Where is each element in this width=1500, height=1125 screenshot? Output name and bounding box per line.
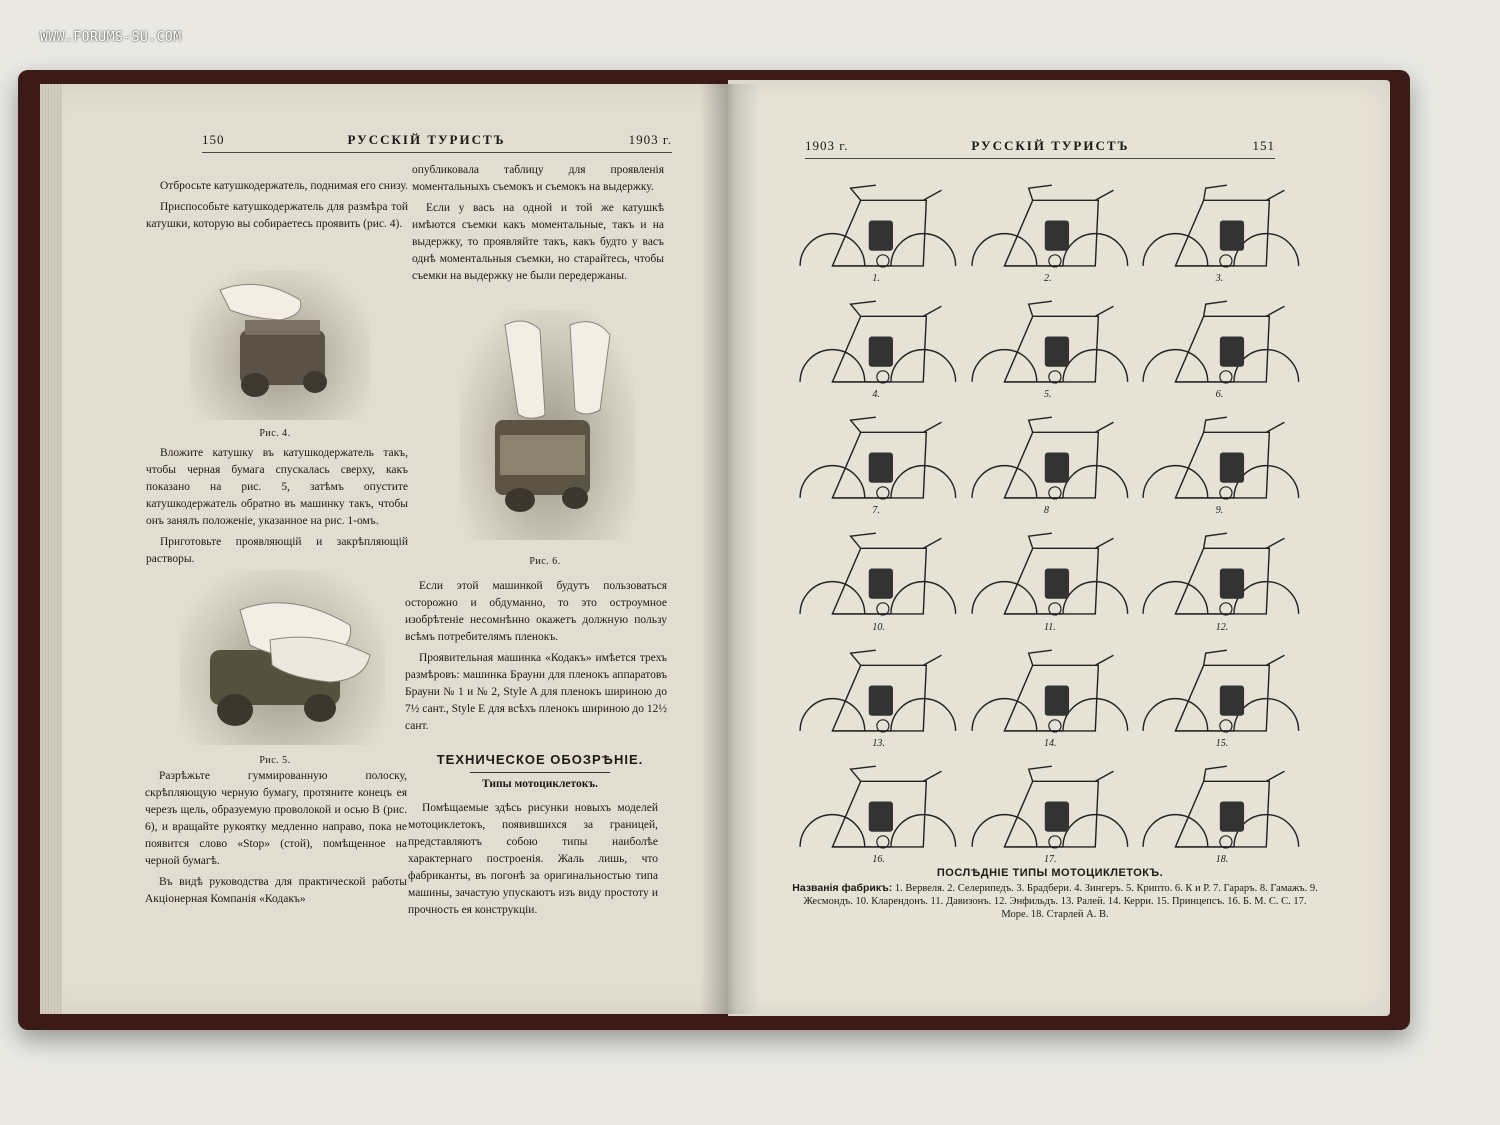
watermark: WWW.FORUMS-SU.COM <box>40 30 182 45</box>
motorcycle-figure <box>790 635 962 751</box>
paragraph: Вложите катушку въ катушкодержатель такъ, чтобы черная бумага спускалась сверху, какъ показано на рис. 5, затѣмъ опустите катушкодержатель обратно въ машинку такъ, чтобы онъ занялъ положеніе, указанное на рис. 1-омъ. <box>146 447 408 527</box>
motorcycle-figure <box>790 402 962 518</box>
left-year: 1903 г. <box>628 132 672 147</box>
figure-number: 18. <box>1215 853 1229 865</box>
motorcycle-drawing <box>790 518 962 634</box>
figure-number: 2. <box>1044 273 1052 285</box>
motorcycle-figure <box>1133 170 1305 286</box>
figure-6-caption: Рис. 6. <box>529 556 561 567</box>
motorcycle-figure <box>790 518 962 634</box>
figure-5-photo <box>180 570 385 745</box>
motorcycle-drawing <box>962 751 1134 867</box>
figure-6-photo <box>460 310 635 540</box>
motorcycle-figure <box>1133 286 1305 402</box>
motorcycle-drawing <box>790 286 962 402</box>
motorcycle-figure <box>790 751 962 867</box>
paragraph: Отбросьте катушкодержатель, поднимая его снизу. <box>160 180 408 192</box>
motorcycle-drawing <box>1133 286 1305 402</box>
paragraph: Приготовьте проявляющій и закрѣпляющій растворы. <box>146 536 408 565</box>
motorcycle-figure <box>962 402 1134 518</box>
figure-number: 5. <box>1044 389 1052 401</box>
figure-number: 1. <box>872 273 880 285</box>
figure-number: 15. <box>1215 737 1229 749</box>
paragraph: Если у васъ на одной и той же катушкѣ имѣются съемки какъ моментальные, такъ и на выдержку, то проявляйте такъ, какъ будто у васъ однѣ моментальныя съемки, но старайтесь, чтобы съемки на выдержку не были передержаны. <box>412 202 664 282</box>
plate-names-text: 1. Вервеля. 2. Селерипедъ. 3. Брадбери. 4. Зингеръ. 5. Крипто. 6. К и Р. 7. Гараръ. 8. Гамажъ. 9. Жесмондъ. 10. Кларендонъ. 11. Давизонъ. 12. Энфильдъ. 13. Ралей. 14. Керри. 15. Принцепсъ. 16. Б. М. С. С. 17. Морe. 18. Старлей А. В. <box>803 883 1318 920</box>
motorcycle-figure <box>962 170 1134 286</box>
motorcycle-figure <box>962 751 1134 867</box>
motorcycle-figure <box>1133 751 1305 867</box>
motorcycle-figure <box>790 286 962 402</box>
paragraph: Приспособьте катушкодержатель для размѣра той катушки, которую вы собираетесь проявить (рис. 4). <box>146 201 408 230</box>
section-title: ТЕХНИЧЕСКОЕ ОБОЗРѢНІЕ. <box>436 752 644 767</box>
right-year: 1903 г. <box>805 138 849 153</box>
motorcycle-drawing <box>790 170 962 286</box>
motorcycle-drawing <box>1133 751 1305 867</box>
figure-number: 14. <box>1044 737 1057 749</box>
motorcycle-drawing <box>962 518 1134 634</box>
motorcycle-figure <box>1133 518 1305 634</box>
plate-names-label: Названія фабрикъ: <box>792 882 893 894</box>
figure-number: 4. <box>872 389 880 401</box>
figure-4-caption: Рис. 4. <box>259 428 291 439</box>
figure-number: 3. <box>1215 273 1224 285</box>
second-column-top <box>412 162 664 289</box>
figure-4-photo <box>190 270 370 420</box>
second-column-bottom <box>405 578 667 739</box>
paragraph: Проявительная машинка «Кодакъ» имѣется трехъ размѣровъ: машинка Брауни для пленокъ аппаратовъ Брауни № 1 и № 2, Style A для пленокъ шириною до 7½ сант., Style E для всѣхъ пленокъ шириною до 12½ сант. <box>405 652 667 732</box>
figure-number: 8 <box>1044 505 1050 517</box>
motorcycle-drawing <box>790 402 962 518</box>
left-page-number: 150 <box>202 132 225 147</box>
motorcycle-figure <box>790 170 962 286</box>
plate-title: ПОСЛѢДНІЕ ТИПЫ МОТОЦИКЛЕТОКЪ. <box>936 867 1164 879</box>
figure-number: 10. <box>872 621 885 633</box>
motorcycle-drawing <box>962 286 1134 402</box>
motorcycle-drawing <box>962 635 1134 751</box>
motorcycle-drawing <box>790 635 962 751</box>
motorcycle-drawing <box>962 402 1134 518</box>
motorcycle-figure <box>1133 402 1305 518</box>
motorcycle-drawing <box>1133 402 1305 518</box>
section-subtitle: Типы мотоциклетокъ. <box>482 778 598 790</box>
section-text <box>408 800 658 923</box>
right-running-title: РУССКІЙ ТУРИСТЪ <box>971 138 1130 153</box>
plate-manufacturers <box>790 882 1320 921</box>
motorcycle-figure <box>962 635 1134 751</box>
motorcycle-plate <box>790 170 1305 865</box>
right-page-number: 151 <box>1252 138 1275 153</box>
right-running-head <box>805 138 1275 159</box>
motorcycle-drawing <box>962 170 1134 286</box>
paragraph: Въ видѣ руководства для практической работы Акціонерная Компанія «Кодакъ» <box>145 876 407 905</box>
figure-5-caption: Рис. 5. <box>259 755 291 766</box>
figure-number: 12. <box>1215 621 1229 633</box>
left-column-middle <box>146 445 408 572</box>
motorcycle-figure <box>962 518 1134 634</box>
left-column-top <box>146 178 408 237</box>
motorcycle-figure <box>962 286 1134 402</box>
paragraph: Если этой машинкой будутъ пользоваться осторожно и обдуманно, то это остроумное изобрѣтеніе несомнѣнно окажетъ должную пользу всѣмъ потребителямъ пленокъ. <box>405 580 667 643</box>
section-rule <box>470 772 610 773</box>
figure-number: 17. <box>1044 853 1057 865</box>
book-gutter <box>700 84 760 1014</box>
paragraph: Разрѣжьте гуммированную полоску, скрѣпляющую черную бумагу, протяните конецъ ея черезъ щель, образуемую проволокой и осью В (рис. 6), и вращайте рукоятку медленно направо, пока не появится слово «Stop» (стой), помѣщенное на черной бумагѣ. <box>145 770 407 867</box>
paragraph: Помѣщаемые здѣсь рисунки новыхъ моделей мотоциклетокъ, появившихся за границей, представляютъ собою типы наиболѣе характернаго построенія. Жаль лишь, что фабриканты, въ погонѣ за оригинальностью типа машины, зачастую упускаютъ изъ виду простоту и прочность ея конструкціи. <box>408 802 658 916</box>
paragraph: опубликовала таблицу для проявленія моментальныхъ съемокъ и съемокъ на выдержку. <box>412 164 664 193</box>
left-running-head <box>202 132 672 153</box>
motorcycle-drawing <box>1133 170 1305 286</box>
left-running-title: РУССКІЙ ТУРИСТЪ <box>347 132 506 147</box>
figure-number: 9. <box>1215 505 1224 517</box>
figure-number: 16. <box>872 853 885 865</box>
motorcycle-drawing <box>1133 518 1305 634</box>
figure-number: 13. <box>872 737 885 749</box>
motorcycle-drawing <box>1133 635 1305 751</box>
figure-number: 7. <box>872 505 880 517</box>
page-edges <box>40 84 62 1014</box>
left-column-bottom <box>145 768 407 912</box>
figure-number: 6. <box>1215 389 1224 401</box>
figure-number: 11. <box>1044 621 1056 633</box>
motorcycle-drawing <box>790 751 962 867</box>
motorcycle-figure <box>1133 635 1305 751</box>
